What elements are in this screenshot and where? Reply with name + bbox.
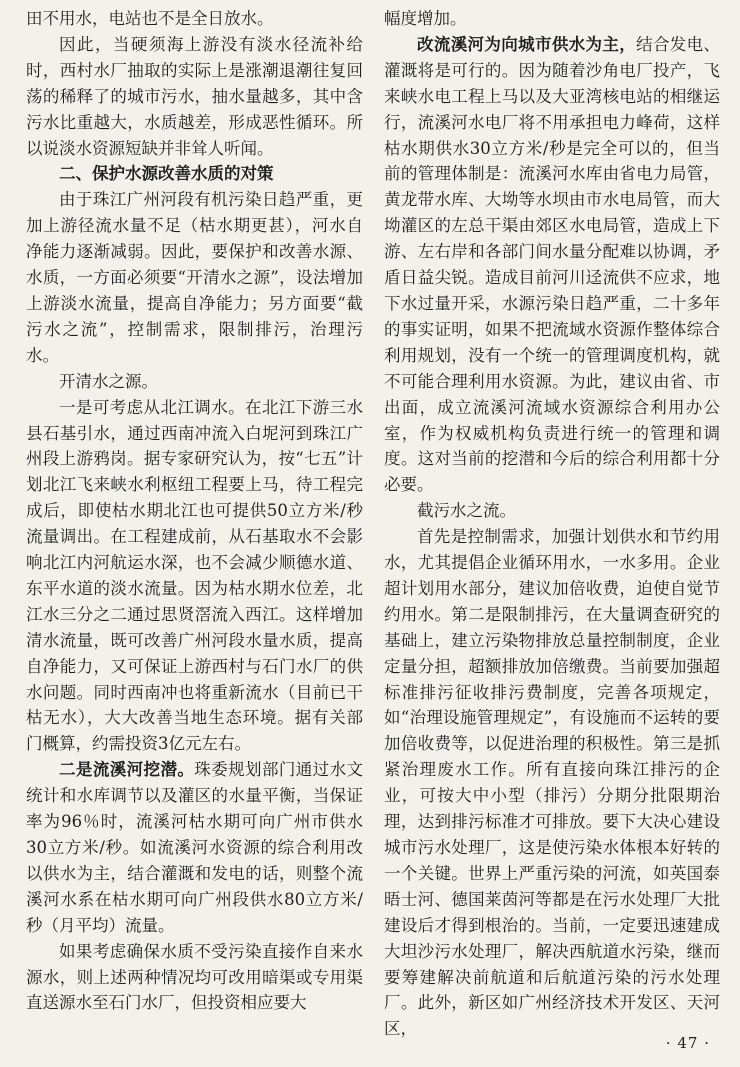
paragraph: 因此，当硬须海上游没有淡水径流补给时，西村水厂抽取的实际上是涨潮退潮往复回荡的稀释了的城市污水，抽水量越多，其中含污水比重越大，水质越差，形成恶性循环。所以说淡水资源短缺并非耸人听闻。 (26, 34, 363, 158)
paragraph: 如果考虑确保水质不受污染直接作自来水源水，则上述两种情况均可改用暗渠或专用渠直送源水至石门水厂，但投资相应要大 (26, 941, 363, 1013)
right-column (384, 6, 720, 1042)
paragraph-body: 结合发电、灌溉将是可行的。因为随着沙角电厂投产，飞来峡水电工程上马以及大亚湾核电站的相继运行，流溪河水电厂将不用承担电力峰荷，这样枯水期供水30立方米/秒是完全可以的，但当前的管理体制是：流溪河水库由省电力局管，黄龙带水库、大坳等水坝由市水电局管，而大坳灌区的左总干渠由郊区水电局管，造成上下游、左右岸和各部门间水量分配难以协调，矛盾日益尖锐。造成目前河川迳流供不应求，地下水过量开采，水源污染日趋严重，二十多年的事实证明，如果不把流域水资源作整体综合利用规划，没有一个统一的管理调度机构，就不可能合理利用水资源。为此，建议由省、市出面，成立流溪河流域水资源综合利用办公室，作为权威机构负责进行统一的管理和调度。这对当前的挖潜和今后的综合利用都十分必要。 (384, 34, 721, 495)
paragraph: 一是可考虑从北江调水。在北江下游三水县石基引水，通过西南冲流入白坭河到珠江广州段上游鸦岗。据专家研究认为，按“七五”计划北江飞来峡水利枢纽工程要上马，待工程完成后，即使枯水期北江也可提供50立方米/秒流量调出。在工程建成前，从石基取水不会影响北江内河航运水深，也不会减少顺德水道、东平水道的淡水流量。因为枯水期水位差，北江水三分之二通过思贤滘流入西江。这样增加清水流量，既可改善广州河段水量水质，提高自净能力，又可保证上游西村与石门水厂的供水问题。同时西南冲也将重新流水（目前已干枯无水），大大改善当地生态环境。据有关部门概算，约需投资3亿元左右。 (26, 397, 363, 754)
page-number: · 47 · (665, 1034, 710, 1052)
section-heading: 二、保护水源改善水质的对策 (59, 164, 274, 184)
paragraph-lead: 改流溪河为向城市供水为主， (417, 34, 637, 54)
subheading-paragraph: 开清水之源。 (59, 371, 158, 391)
paragraph: 田不用水，电站也不是全日放水。 (26, 9, 274, 28)
left-column (26, 6, 363, 1016)
paragraph (384, 32, 720, 498)
paragraph: 首先是控制需求，加强计划供水和节约用水，尤其提倡企业循环用水，一水多用。企业超计划用水部分，建议加倍收费，迫使自觉节约用水。第二是限制排污，在大量调查研究的基础上，建立污染物排放总量控制制度，企业定量分担，超额排放加倍缴费。当前要加强超标准排污征收排污费制度，完善各项规定，如“治理设施管理规定”，有设施而不运转的要加倍收费等，以促进治理的积极性。第三是抓紧治理废水工作。所有直接向珠江排污的企业，可按大中小型（排污）分期分批限期治理，达到排污标准才可排放。要下大决心建设城市污水处理厂，这是使污染水体根本好转的一个关键。世界上严重污染的河流，如英国泰晤士河、德国莱茵河等都是在污水处理厂大批建设后才得到根治的。当前，一定要迅速建成大坦沙污水处理厂，解决西航道水污染，继而要筹建解决前航道和后航道污染的污水处理厂。此外，新区如广州经济技术开发区、天河区， (384, 527, 720, 1039)
paragraph-body: 珠委规划部门通过水文统计和水库调节以及灌区的水量平衡，当保证率为96％时，流溪河枯水期可向广州市供水30立方米/秒。如流溪河水资源的综合利用改以供水为主，结合灌溉和发电的话，则整个流溪河水系在枯水期可向广州段供水80立方米/秒（月平均）流量。 (26, 760, 364, 935)
subheading-paragraph: 截污水之流。 (417, 501, 516, 521)
paragraph-lead: 二是流溪河挖潜。 (59, 760, 195, 780)
paragraph: 由于珠江广州河段有机污染日趋严重，更加上游径流水量不足（枯水期更甚），河水自净能力逐渐减弱。因此，要保护和改善水源、水质，一方面必须要“开清水之源”，设法增加上游淡水流量，提高自净能力；另方面要“截污水之流”，控制需求，限制排污，治理污水。 (26, 190, 363, 365)
paragraph (26, 757, 363, 938)
paragraph: 幅度增加。 (384, 9, 467, 28)
